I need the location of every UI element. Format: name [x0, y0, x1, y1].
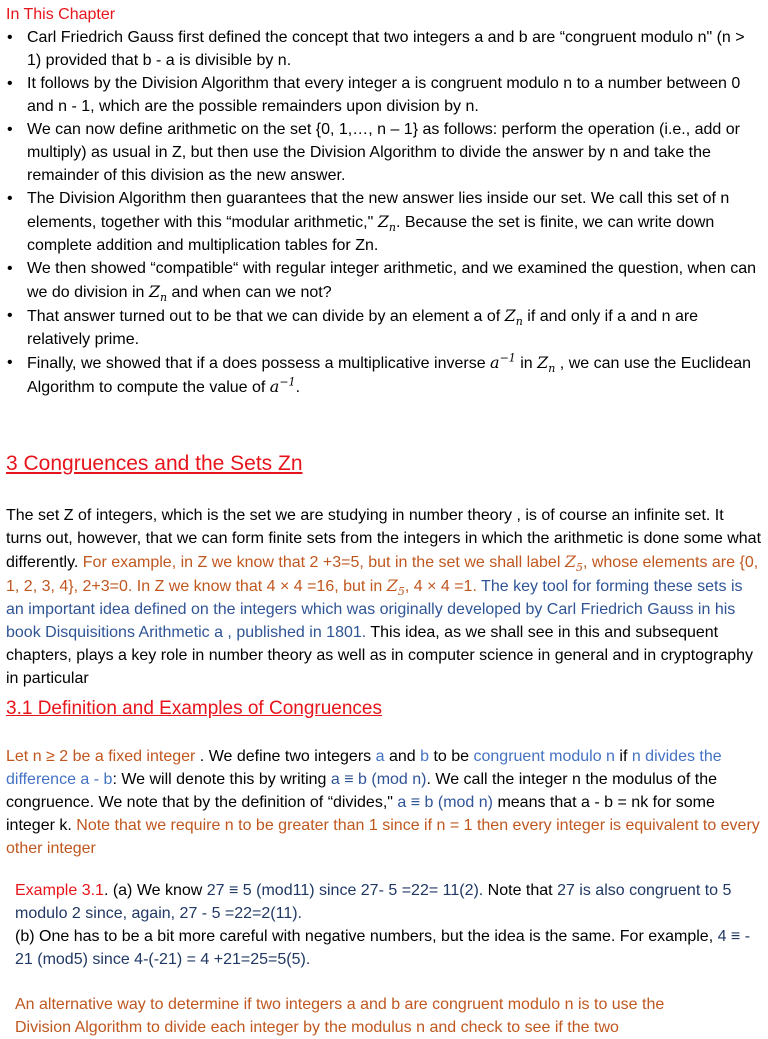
summary-bullet: • We then showed “compatible“ with regular integer arithmetic, and we examined the question, when can we do division in $Z_n$ and when can we not? [6, 257, 762, 304]
summary-list [6, 26, 762, 399]
math-z5: $Z_5$ [386, 576, 405, 599]
summary-bullet: • That answer turned out to be that we can divide by an element a of $Z_n$ if and only if a and n are relatively prime. [6, 304, 762, 351]
intro-paragraph: The set Z of integers, which is the set we are studying in number theory , is of course an infinite set. It turns out, however, that we can form finite sets from the integers in which the arithmetic is done some what differently. For example, in Z we know that 2 +3=5, but in the set we shall label $Z_5$, whose elements are {0, 1, 2, 3, 4}, 2+3=0. In Z we know that 4 × 4 =16, but in $Z_5$, 4 × 4 =1. The key tool for forming these sets is an important idea defined on the integers which was originally developed by Carl Friedrich Gauss in his book Disquisitions Arithmetic a , published in 1801. This idea, as we shall see in this and subsequent chapters, plays a key role in number theory as well as in computer science in general and in cryptography in particular [6, 507, 762, 687]
math-zn: $Z_n$ [504, 306, 523, 329]
summary-bullet: • It follows by the Division Algorithm that every integer a is congruent modulo n to a number between 0 and n - 1, which are the possible remainders upon division by n. [6, 72, 762, 118]
math-zn: $Z_n$ [537, 353, 556, 376]
chapter-summary [6, 3, 762, 399]
math-a-inverse: $a^{-1}$ [490, 351, 516, 372]
alternative-paragraph: An alternative way to determine if two integers a and b are congruent modulo n is to use the Division Algorithm to divide each integer by the modulus n and check to see if the two [15, 996, 665, 1036]
math-zn: $Z_n$ [148, 282, 168, 305]
definition-paragraph: Let n ≥ 2 be a fixed integer . We define two integers a and b to be congruent modulo n if n divides the difference a - b: We will denote this by writing a ≡ b (mod n). We call the integer n the modulus of the congruence. We note that by the definition of “divides," a ≡ b (mod n) means that a - b = nk for some integer k. Note that we require n to be greater than 1 since if n = 1 then every integer is equivalent to every other integer [6, 748, 760, 857]
math-a-inverse: $a^{-1}$ [269, 375, 296, 396]
example-block [15, 879, 762, 971]
summary-bullet: • Finally, we showed that if a does possess a multiplicative inverse $a^{-1}$ in $Z_n$ , we can use the Euclidean Algorithm to compute the value of $a^{-1}$. [6, 351, 762, 399]
summary-bullet: • Carl Friedrich Gauss first defined the concept that two integers a and b are “congruent modulo n" (n > 1) provided that b - a is divisible by n. [6, 26, 762, 72]
example-part-b: (b) One has to be a bit more careful with negative numbers, but the idea is the same. For example, 4 ≡ - 21 (mod5) since 4-(-21) = 4 +21=25=5(5). [15, 928, 751, 968]
summary-heading: In This Chapter [6, 6, 116, 23]
section-title: 3.1 Definition and Examples of Congruences [6, 698, 383, 719]
math-z5: $Z_5$ [564, 552, 583, 575]
summary-bullet: • The Division Algorithm then guarantees that the new answer lies inside our set. We call this set of n elements, together with this “modular arithmetic," $Z_n$. Because the set is finite, we can write down complete addition and multiplication tables for Zn. [6, 187, 762, 257]
summary-bullet: • We can now define arithmetic on the set {0, 1,…, n – 1} as follows: perform the operation (i.e., add or multiply) as usual in Z, but then use the Division Algorithm to divide the answer by n and take the remainder of this division as the new answer. [6, 118, 762, 187]
math-zn: $Z_n$ [377, 212, 396, 235]
chapter-title: 3 Congruences and the Sets Zn [6, 452, 303, 475]
example-part-a: Example 3.1. (a) We know 27 ≡ 5 (mod11) since 27- 5 =22= 11(2). Note that 27 is also congruent to 5 modulo 2 since, again, 27 - 5 =22=2(11). [15, 882, 732, 922]
